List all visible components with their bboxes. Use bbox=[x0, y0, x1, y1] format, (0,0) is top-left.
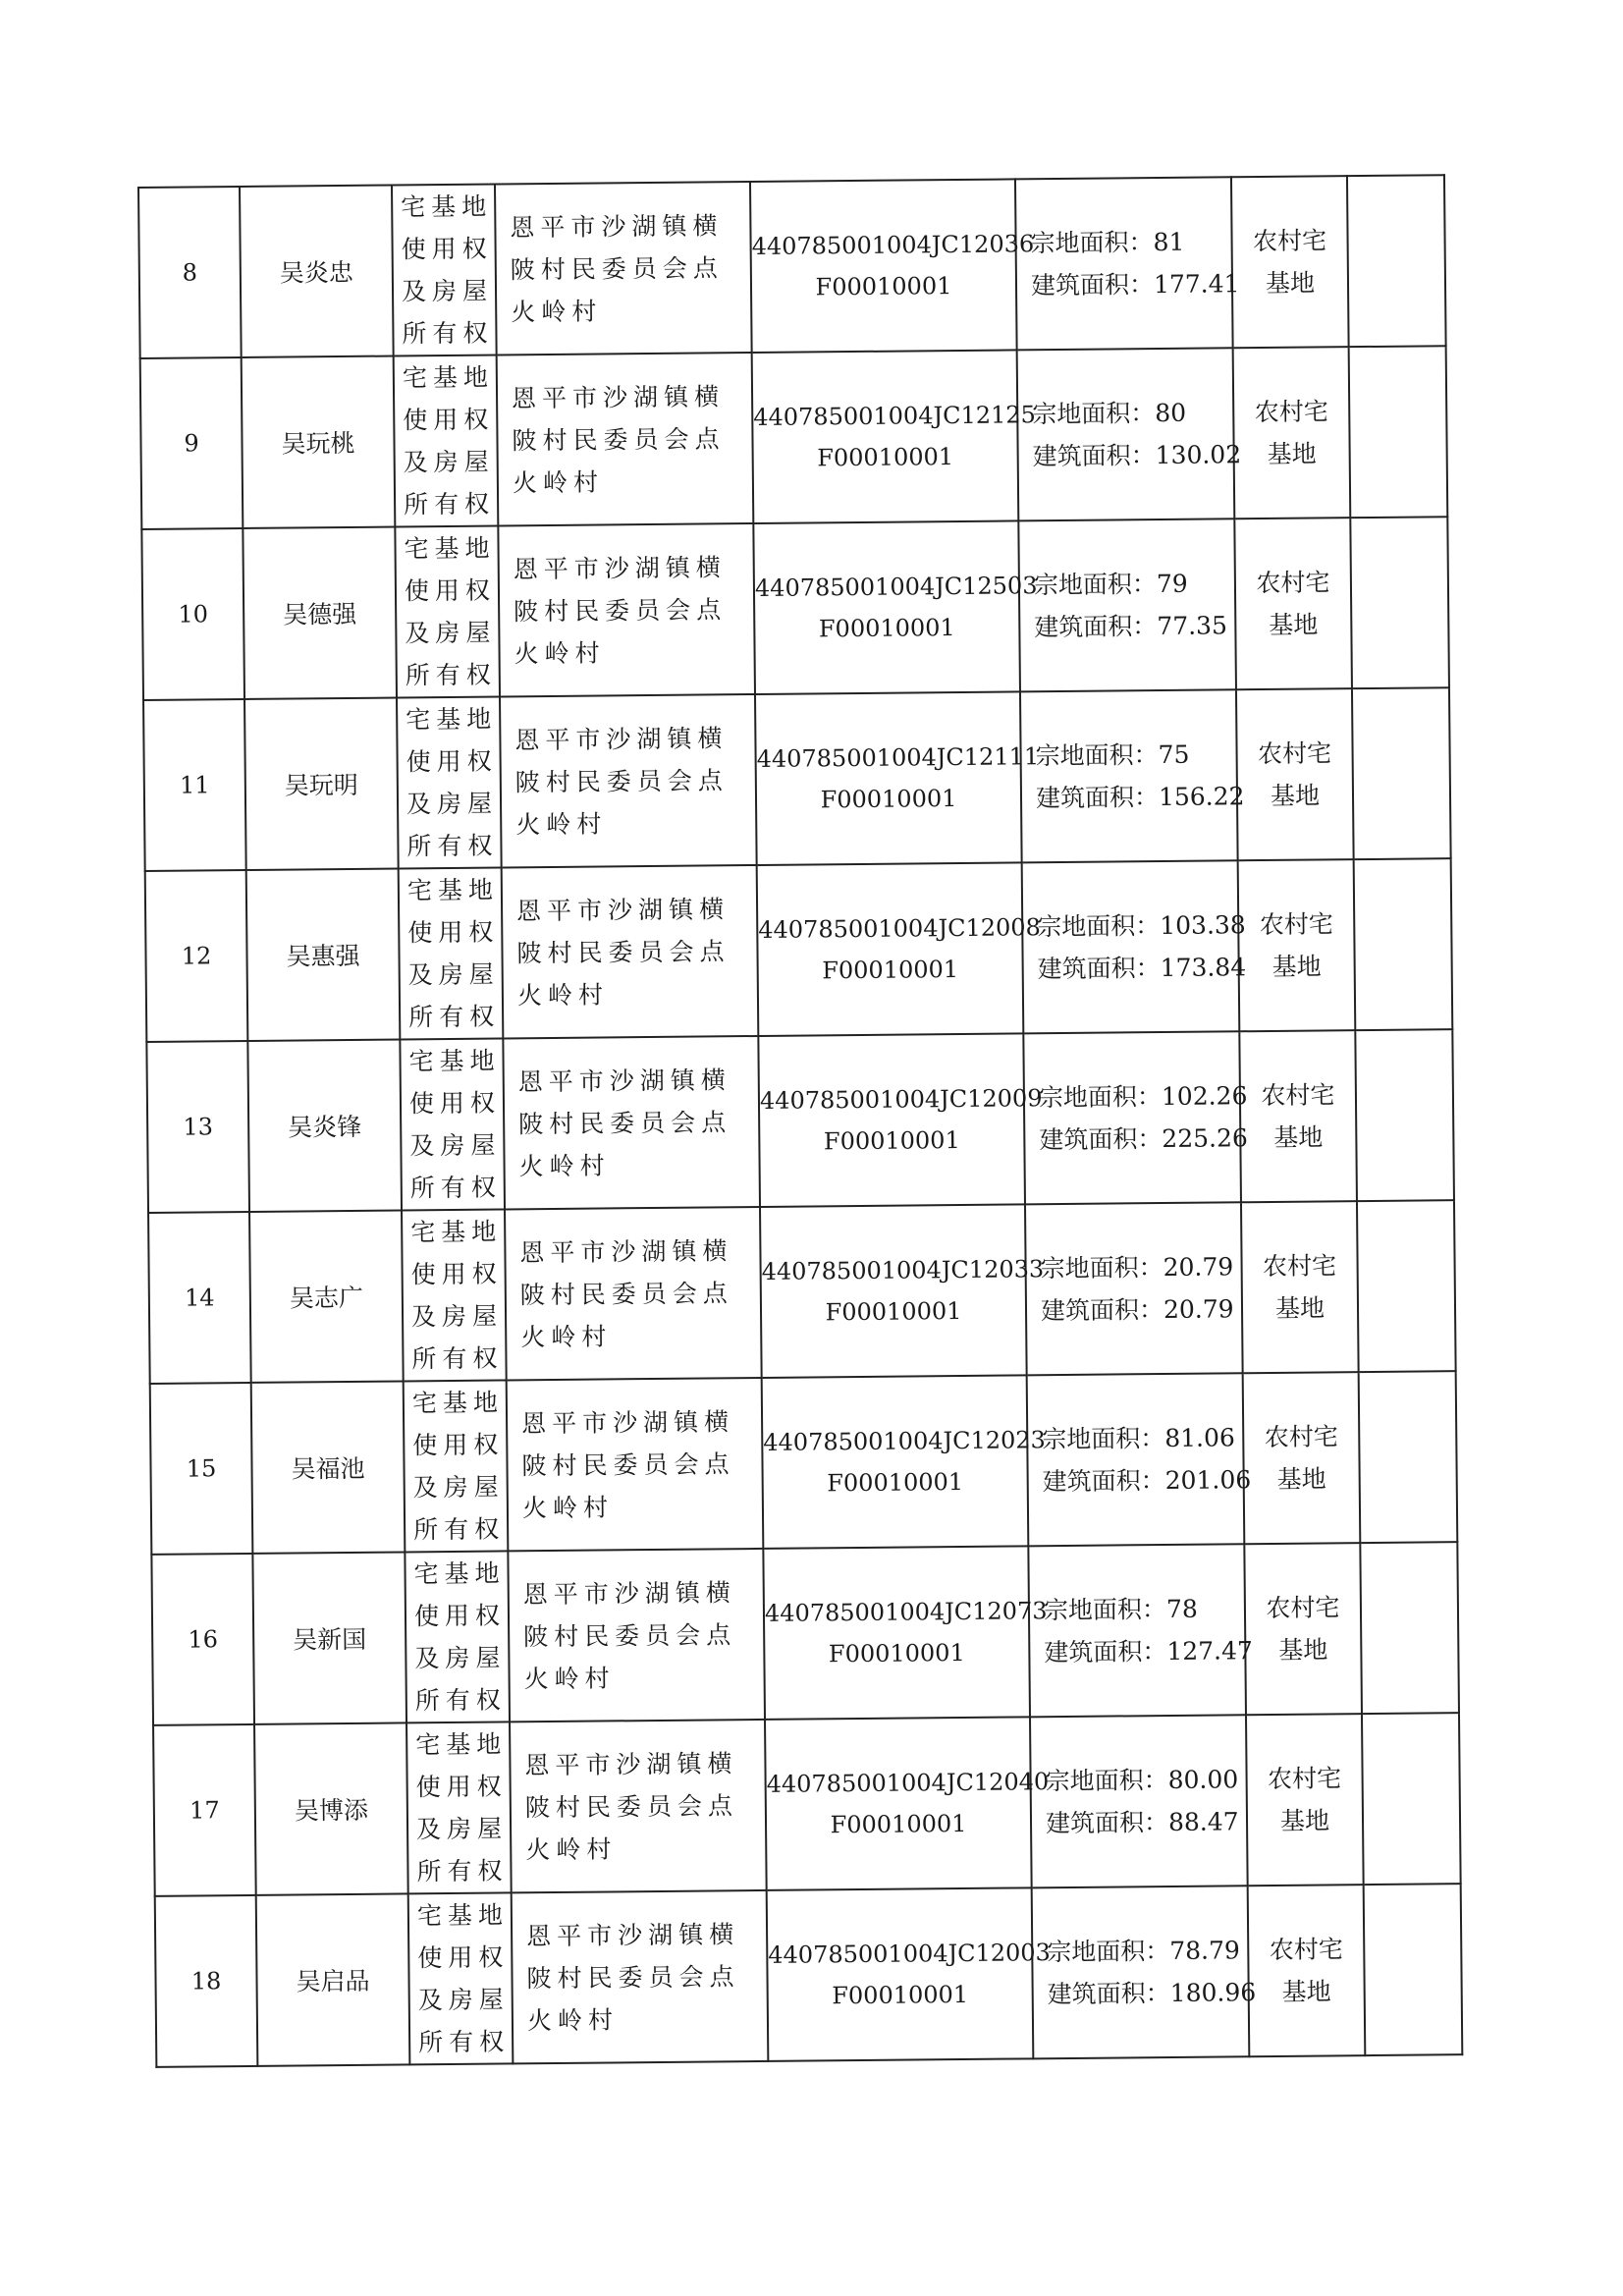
right-type-line: 所有权 bbox=[411, 1343, 498, 1374]
land-use-line: 基地 bbox=[1276, 1464, 1326, 1494]
unit-code-line: 440785001004JC12036 bbox=[751, 230, 1035, 260]
table-row bbox=[150, 1371, 1458, 1555]
table-row bbox=[145, 858, 1453, 1042]
unit-code-line: 440785001004JC12040 bbox=[766, 1768, 1050, 1798]
right-type-line: 宅基地 bbox=[408, 1046, 495, 1076]
right-type-line: 及房屋 bbox=[401, 276, 488, 306]
land-use-line: 基地 bbox=[1270, 781, 1321, 810]
property-location bbox=[500, 694, 757, 867]
land-area: 宗地面积：80.00 bbox=[1045, 1765, 1239, 1796]
right-type-line: 所有权 bbox=[407, 1002, 495, 1032]
area-info bbox=[1028, 1544, 1253, 1717]
row-number: 15 bbox=[150, 1383, 253, 1555]
right-type-line: 宅基地 bbox=[410, 1217, 497, 1247]
remarks-cell bbox=[1355, 1029, 1454, 1201]
land-use-line: 农村宅 bbox=[1252, 226, 1327, 256]
land-use-line: 农村宅 bbox=[1257, 738, 1332, 769]
unit-code-line: 440785001004JC12009 bbox=[759, 1084, 1043, 1115]
right-type-line: 使用权 bbox=[407, 917, 494, 948]
owner-name: 吴新国 bbox=[252, 1552, 406, 1723]
right-type-line: 所有权 bbox=[405, 660, 491, 690]
row-number: 14 bbox=[148, 1212, 251, 1384]
unit-code-line: F00010001 bbox=[827, 1467, 964, 1498]
table-row bbox=[143, 687, 1451, 871]
building-area: 建筑面积：130.02 bbox=[1032, 440, 1242, 471]
right-type bbox=[397, 696, 502, 868]
area-info bbox=[1025, 1202, 1243, 1375]
right-type bbox=[402, 1209, 507, 1381]
right-type-line: 宅基地 bbox=[415, 1729, 502, 1760]
land-use-line: 农村宅 bbox=[1269, 1935, 1343, 1965]
right-type bbox=[394, 355, 499, 526]
unit-code-line: F00010001 bbox=[820, 785, 957, 814]
remarks-cell bbox=[1357, 1200, 1456, 1372]
location-text: 恩平市沙湖镇横陂村民委员会点火岭村 bbox=[524, 1748, 739, 1864]
owner-name: 吴启品 bbox=[256, 1893, 410, 2065]
unit-code-line: 440785001004JC12023 bbox=[763, 1426, 1047, 1456]
right-type-line: 及房屋 bbox=[417, 1985, 504, 2015]
land-use bbox=[1246, 1714, 1364, 1886]
unit-code bbox=[752, 350, 1036, 523]
land-use bbox=[1243, 1372, 1361, 1544]
property-location bbox=[498, 523, 755, 696]
row-number: 11 bbox=[143, 699, 246, 871]
right-type-line: 及房屋 bbox=[415, 1814, 503, 1844]
right-type bbox=[395, 525, 500, 697]
building-area: 建筑面积：173.84 bbox=[1037, 953, 1247, 984]
row-number: 16 bbox=[151, 1554, 254, 1725]
right-type bbox=[405, 1551, 510, 1722]
area-info bbox=[1018, 519, 1236, 691]
owner-name: 吴炎忠 bbox=[240, 186, 394, 357]
land-area: 宗地面积：78.79 bbox=[1047, 1936, 1241, 1967]
right-type-line: 所有权 bbox=[418, 2027, 505, 2057]
table-row bbox=[138, 175, 1446, 358]
unit-code-line: 440785001004JC12503 bbox=[754, 572, 1038, 602]
land-area: 宗地面积：103.38 bbox=[1037, 910, 1246, 942]
building-area: 建筑面积：180.96 bbox=[1047, 1978, 1257, 2009]
right-type-line: 所有权 bbox=[416, 1856, 503, 1886]
right-type-line: 及房屋 bbox=[406, 789, 493, 819]
right-type-line: 宅基地 bbox=[406, 875, 494, 905]
right-type-line: 及房屋 bbox=[407, 959, 494, 990]
right-type-line: 宅基地 bbox=[413, 1558, 500, 1589]
right-type bbox=[400, 1038, 505, 1210]
property-register-table bbox=[137, 174, 1463, 2068]
owner-name: 吴炎锋 bbox=[247, 1039, 402, 1211]
land-use bbox=[1248, 1885, 1366, 2056]
land-use-line: 农村宅 bbox=[1266, 1593, 1340, 1623]
unit-code bbox=[763, 1546, 1048, 1720]
right-type-line: 所有权 bbox=[409, 1173, 496, 1203]
location-text: 恩平市沙湖镇横陂村民委员会点火岭村 bbox=[515, 894, 730, 1010]
row-number: 8 bbox=[138, 187, 242, 358]
land-area: 宗地面积：80 bbox=[1032, 398, 1187, 429]
unit-code bbox=[767, 1887, 1052, 2061]
row-number: 13 bbox=[146, 1041, 249, 1213]
land-use bbox=[1233, 347, 1351, 519]
remarks-cell bbox=[1360, 1542, 1459, 1714]
land-area: 宗地面积：81 bbox=[1030, 227, 1185, 258]
land-area: 宗地面积：78 bbox=[1043, 1594, 1198, 1625]
building-area: 建筑面积：88.47 bbox=[1045, 1807, 1239, 1838]
owner-name: 吴玩明 bbox=[244, 697, 399, 869]
location-text: 恩平市沙湖镇横陂村民委员会点火岭村 bbox=[522, 1577, 737, 1693]
land-use-line: 农村宅 bbox=[1267, 1764, 1342, 1794]
unit-code bbox=[760, 1204, 1045, 1378]
unit-code bbox=[750, 179, 1035, 353]
right-type bbox=[399, 867, 504, 1039]
row-number: 12 bbox=[145, 870, 248, 1042]
right-type-line: 及房屋 bbox=[403, 447, 489, 477]
property-location bbox=[497, 353, 754, 525]
right-type-line: 及房屋 bbox=[409, 1130, 496, 1161]
land-area: 宗地面积：20.79 bbox=[1040, 1252, 1234, 1284]
unit-code-line: 440785001004JC12003 bbox=[768, 1939, 1052, 1969]
property-location bbox=[503, 1036, 760, 1209]
unit-code-line: F00010001 bbox=[828, 1638, 965, 1668]
remarks-cell bbox=[1347, 175, 1446, 347]
land-use-line: 农村宅 bbox=[1262, 1251, 1337, 1282]
unit-code-line: 440785001004JC12073 bbox=[764, 1597, 1048, 1627]
right-type-line: 宅基地 bbox=[411, 1388, 499, 1418]
remarks-cell bbox=[1349, 346, 1448, 518]
area-info bbox=[1015, 177, 1240, 350]
right-type-line: 及房屋 bbox=[412, 1472, 499, 1503]
remarks-cell bbox=[1354, 858, 1453, 1030]
land-use-line: 农村宅 bbox=[1264, 1422, 1338, 1452]
area-info bbox=[1022, 860, 1247, 1033]
location-text: 恩平市沙湖镇横陂村民委员会点火岭村 bbox=[520, 1406, 735, 1522]
row-number: 9 bbox=[140, 357, 243, 529]
right-type bbox=[392, 185, 497, 356]
property-location bbox=[502, 865, 759, 1038]
right-type-line: 及房屋 bbox=[414, 1643, 501, 1673]
land-use-line: 农村宅 bbox=[1256, 568, 1330, 598]
area-info bbox=[1017, 348, 1242, 520]
right-type-line: 所有权 bbox=[413, 1514, 500, 1545]
unit-code-line: F00010001 bbox=[817, 443, 954, 472]
land-use-line: 基地 bbox=[1281, 1977, 1331, 2006]
remarks-cell bbox=[1352, 687, 1451, 859]
right-type-line: 使用权 bbox=[404, 575, 491, 606]
right-type-line: 所有权 bbox=[414, 1685, 501, 1716]
right-type bbox=[404, 1380, 509, 1552]
land-use-line: 基地 bbox=[1267, 439, 1317, 468]
land-area: 宗地面积：79 bbox=[1033, 569, 1188, 600]
land-use-line: 基地 bbox=[1271, 952, 1322, 981]
location-text: 恩平市沙湖镇横陂村民委员会点火岭村 bbox=[511, 381, 726, 497]
location-text: 恩平市沙湖镇横陂村民委员会点火岭村 bbox=[513, 552, 728, 668]
location-text: 恩平市沙湖镇横陂村民委员会点火岭村 bbox=[519, 1235, 733, 1351]
unit-code-line: 440785001004JC12008 bbox=[758, 913, 1041, 944]
area-info bbox=[1023, 1031, 1248, 1204]
right-type-line: 宅基地 bbox=[416, 1900, 504, 1931]
right-type-line: 宅基地 bbox=[401, 191, 487, 222]
right-type-line: 使用权 bbox=[401, 234, 487, 264]
right-type-line: 所有权 bbox=[406, 831, 493, 861]
table-row bbox=[151, 1542, 1459, 1725]
area-info bbox=[1027, 1373, 1252, 1546]
building-area: 建筑面积：127.47 bbox=[1044, 1636, 1253, 1667]
right-type-line: 使用权 bbox=[417, 1942, 504, 1973]
building-area: 建筑面积：201.06 bbox=[1042, 1465, 1252, 1497]
unit-code-line: F00010001 bbox=[825, 1296, 962, 1327]
building-area: 建筑面积：77.35 bbox=[1034, 611, 1228, 642]
location-text: 恩平市沙湖镇横陂村民委员会点火岭村 bbox=[525, 1919, 740, 2035]
land-use bbox=[1234, 518, 1352, 689]
area-info bbox=[1032, 1886, 1257, 2058]
area-info bbox=[1030, 1715, 1248, 1887]
table-row bbox=[155, 1884, 1463, 2067]
property-location bbox=[507, 1378, 764, 1551]
property-location bbox=[508, 1549, 765, 1722]
unit-code bbox=[758, 1033, 1043, 1207]
land-use-line: 基地 bbox=[1278, 1635, 1328, 1665]
row-number: 17 bbox=[153, 1724, 256, 1896]
table-row bbox=[146, 1029, 1454, 1213]
unit-code bbox=[762, 1375, 1047, 1549]
land-use bbox=[1238, 859, 1356, 1031]
remarks-cell bbox=[1359, 1371, 1458, 1543]
right-type bbox=[408, 1892, 514, 2064]
unit-code-line: F00010001 bbox=[832, 1980, 969, 2010]
unit-code-line: 440785001004JC12111 bbox=[756, 742, 1040, 773]
location-text: 恩平市沙湖镇横陂村民委员会点火岭村 bbox=[517, 1065, 732, 1180]
property-location bbox=[505, 1207, 762, 1380]
land-use-line: 农村宅 bbox=[1254, 397, 1328, 427]
unit-code-line: F00010001 bbox=[823, 1126, 960, 1156]
location-text: 恩平市沙湖镇横陂村民委员会点火岭村 bbox=[510, 210, 724, 326]
building-area: 建筑面积：225.26 bbox=[1039, 1123, 1248, 1155]
land-use-line: 基地 bbox=[1279, 1806, 1330, 1835]
right-type-line: 及房屋 bbox=[405, 618, 491, 648]
unit-code-line: F00010001 bbox=[815, 272, 952, 301]
land-use-line: 基地 bbox=[1273, 1122, 1324, 1152]
remarks-cell bbox=[1362, 1713, 1461, 1885]
remarks-cell bbox=[1350, 517, 1449, 688]
table-row bbox=[153, 1713, 1461, 1896]
owner-name: 吴博添 bbox=[254, 1722, 408, 1894]
right-type-line: 及房屋 bbox=[410, 1301, 498, 1332]
land-area: 宗地面积：81.06 bbox=[1042, 1423, 1235, 1454]
right-type-line: 所有权 bbox=[402, 318, 488, 349]
owner-name: 吴福池 bbox=[251, 1381, 406, 1553]
land-use-line: 基地 bbox=[1269, 610, 1319, 639]
property-location bbox=[512, 1890, 769, 2063]
right-type-line: 使用权 bbox=[415, 1772, 502, 1802]
unit-code bbox=[757, 862, 1041, 1036]
land-area: 宗地面积：75 bbox=[1035, 739, 1190, 771]
unit-code bbox=[755, 691, 1040, 865]
right-type-line: 宅基地 bbox=[404, 533, 490, 564]
right-type-line: 宅基地 bbox=[402, 362, 489, 393]
unit-code bbox=[765, 1717, 1050, 1890]
land-use bbox=[1239, 1030, 1357, 1202]
building-area: 建筑面积：177.41 bbox=[1030, 269, 1240, 301]
table-row bbox=[140, 346, 1448, 529]
location-text: 恩平市沙湖镇横陂村民委员会点火岭村 bbox=[514, 723, 729, 839]
right-type-line: 使用权 bbox=[408, 1088, 496, 1119]
land-use bbox=[1244, 1543, 1362, 1715]
land-use-line: 基地 bbox=[1265, 268, 1316, 298]
remarks-cell bbox=[1364, 1884, 1463, 2055]
document-page bbox=[137, 174, 1461, 2068]
land-area: 宗地面积：102.26 bbox=[1038, 1081, 1248, 1113]
right-type-line: 宅基地 bbox=[406, 704, 492, 735]
right-type-line: 使用权 bbox=[413, 1601, 501, 1631]
property-location bbox=[495, 182, 752, 355]
owner-name: 吴玩桃 bbox=[242, 356, 396, 528]
right-type-line: 所有权 bbox=[403, 489, 490, 519]
right-type-line: 使用权 bbox=[412, 1430, 499, 1460]
property-location bbox=[510, 1720, 767, 1892]
row-number: 18 bbox=[155, 1895, 258, 2067]
owner-name: 吴惠强 bbox=[246, 868, 401, 1040]
table-row bbox=[141, 517, 1449, 700]
building-area: 建筑面积：20.79 bbox=[1040, 1294, 1234, 1326]
unit-code bbox=[753, 520, 1038, 694]
right-type-line: 使用权 bbox=[410, 1259, 497, 1289]
unit-code-line: F00010001 bbox=[822, 956, 959, 985]
owner-name: 吴志广 bbox=[249, 1210, 404, 1382]
right-type bbox=[406, 1722, 512, 1893]
owner-name: 吴德强 bbox=[243, 526, 397, 698]
land-use bbox=[1236, 688, 1354, 860]
table-body bbox=[138, 175, 1462, 2067]
unit-code-line: 440785001004JC12125 bbox=[753, 401, 1036, 431]
row-number: 10 bbox=[141, 528, 244, 700]
land-use bbox=[1231, 176, 1349, 348]
area-info bbox=[1020, 689, 1245, 862]
building-area: 建筑面积：156.22 bbox=[1035, 782, 1245, 813]
unit-code-line: F00010001 bbox=[818, 614, 955, 643]
land-use-line: 农村宅 bbox=[1259, 909, 1333, 940]
right-type-line: 使用权 bbox=[406, 746, 492, 777]
table-row bbox=[148, 1200, 1456, 1384]
unit-code-line: 440785001004JC12033 bbox=[761, 1255, 1045, 1285]
land-use-line: 基地 bbox=[1274, 1293, 1325, 1323]
unit-code-line: F00010001 bbox=[830, 1809, 967, 1839]
land-use-line: 农村宅 bbox=[1261, 1080, 1335, 1111]
land-use bbox=[1241, 1201, 1359, 1373]
right-type-line: 使用权 bbox=[403, 405, 489, 435]
